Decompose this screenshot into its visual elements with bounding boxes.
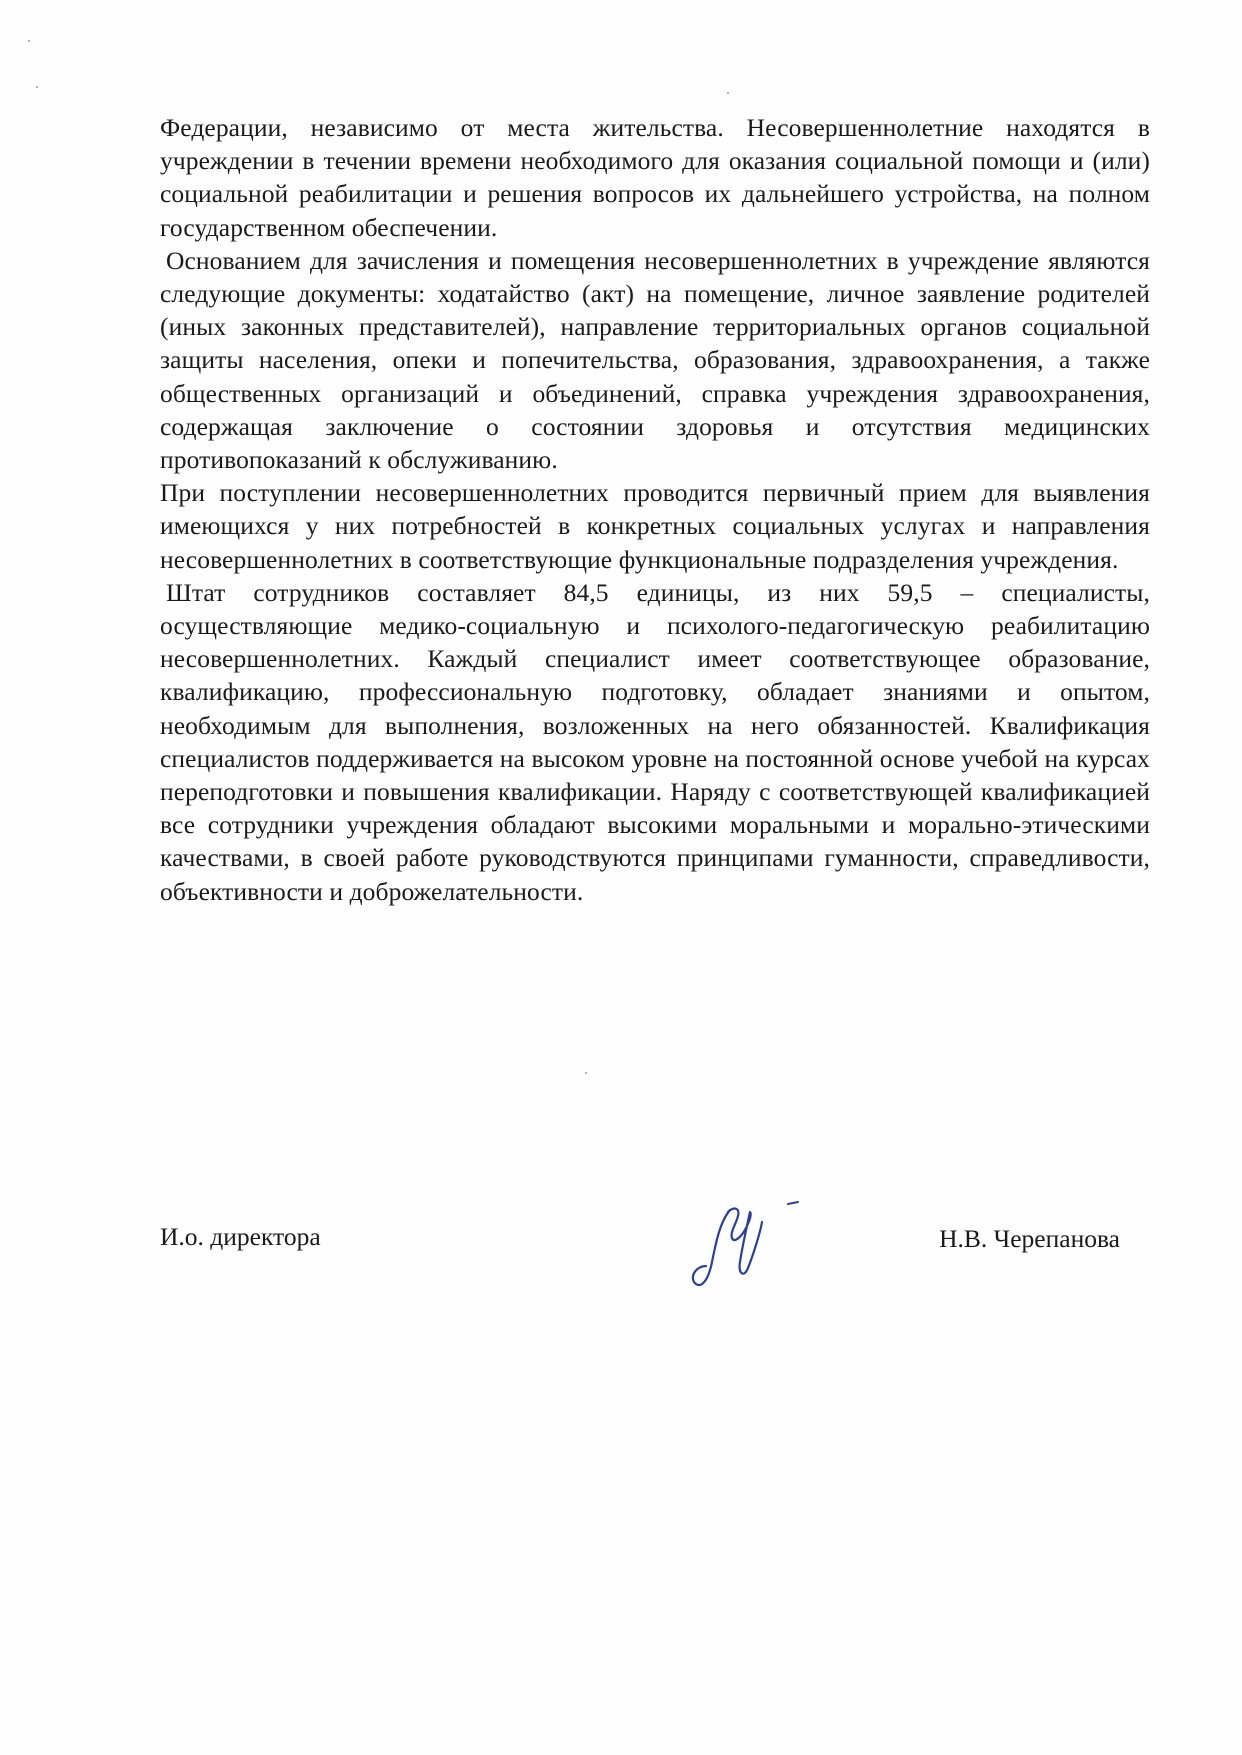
- paragraph: Федерации, независимо от места жительства. Несовершеннолетние находятся в учреждении в течении времени необходимого для оказания социальной помощи и (или) социальной реабилитации и решения вопросов их дальнейшего устройства, на полном государственном обеспечении.: [160, 113, 1150, 242]
- scan-speck: [28, 40, 30, 42]
- signatory-position: И.о. директора: [160, 1222, 321, 1251]
- paragraph: Штат сотрудников составляет 84,5 единицы, из них 59,5 – специалисты, осуществляющие медико-социальную и психолого-педагогическую реабилитацию несовершеннолетних. Каждый специалист имеет соответствующее образование, квалификацию, профессиональную подготовку, обладает знаниями и опытом, необходимым для выполнения, возложенных на него обязанностей. Квалификация специалистов поддерживается на высоком уровне на постоянной основе учебой на курсах переподготовки и повышения квалификации. Наряду с соответствующей квалификацией все сотрудники учреждения обладают высокими моральными и морально-этическими качествами, в своей работе руководствуются принципами гуманности, справедливости, объективности и доброжелательности.: [160, 577, 1150, 906]
- paragraph: При поступлении несовершеннолетних проводится первичный прием для выявления имеющихся у них потребностей в конкретных социальных услугах и направления несовершеннолетних в соответствующие функциональные подразделения учреждения.: [160, 478, 1150, 574]
- scan-speck: [585, 1072, 587, 1074]
- signatory-name: Н.В. Черепанова: [939, 1224, 1120, 1253]
- document-body: [160, 111, 1150, 908]
- handwritten-signature: [690, 1182, 830, 1292]
- scan-speck: [36, 86, 38, 88]
- signature-block: [160, 1212, 1120, 1312]
- paragraph: Основанием для зачисления и помещения несовершеннолетних в учреждение являются следующие документы: ходатайство (акт) на помещение, личное заявление родителей (иных законных представителей), направление территориальных органов социальной защиты населения, опеки и попечительства, образования, здравоохранения, а также общественных организаций и объединений, справка учреждения здравоохранения, содержащая заключение о состоянии здоровья и отсутствия медицинских противопоказаний к обслуживанию.: [160, 245, 1150, 475]
- scan-speck: [727, 92, 729, 94]
